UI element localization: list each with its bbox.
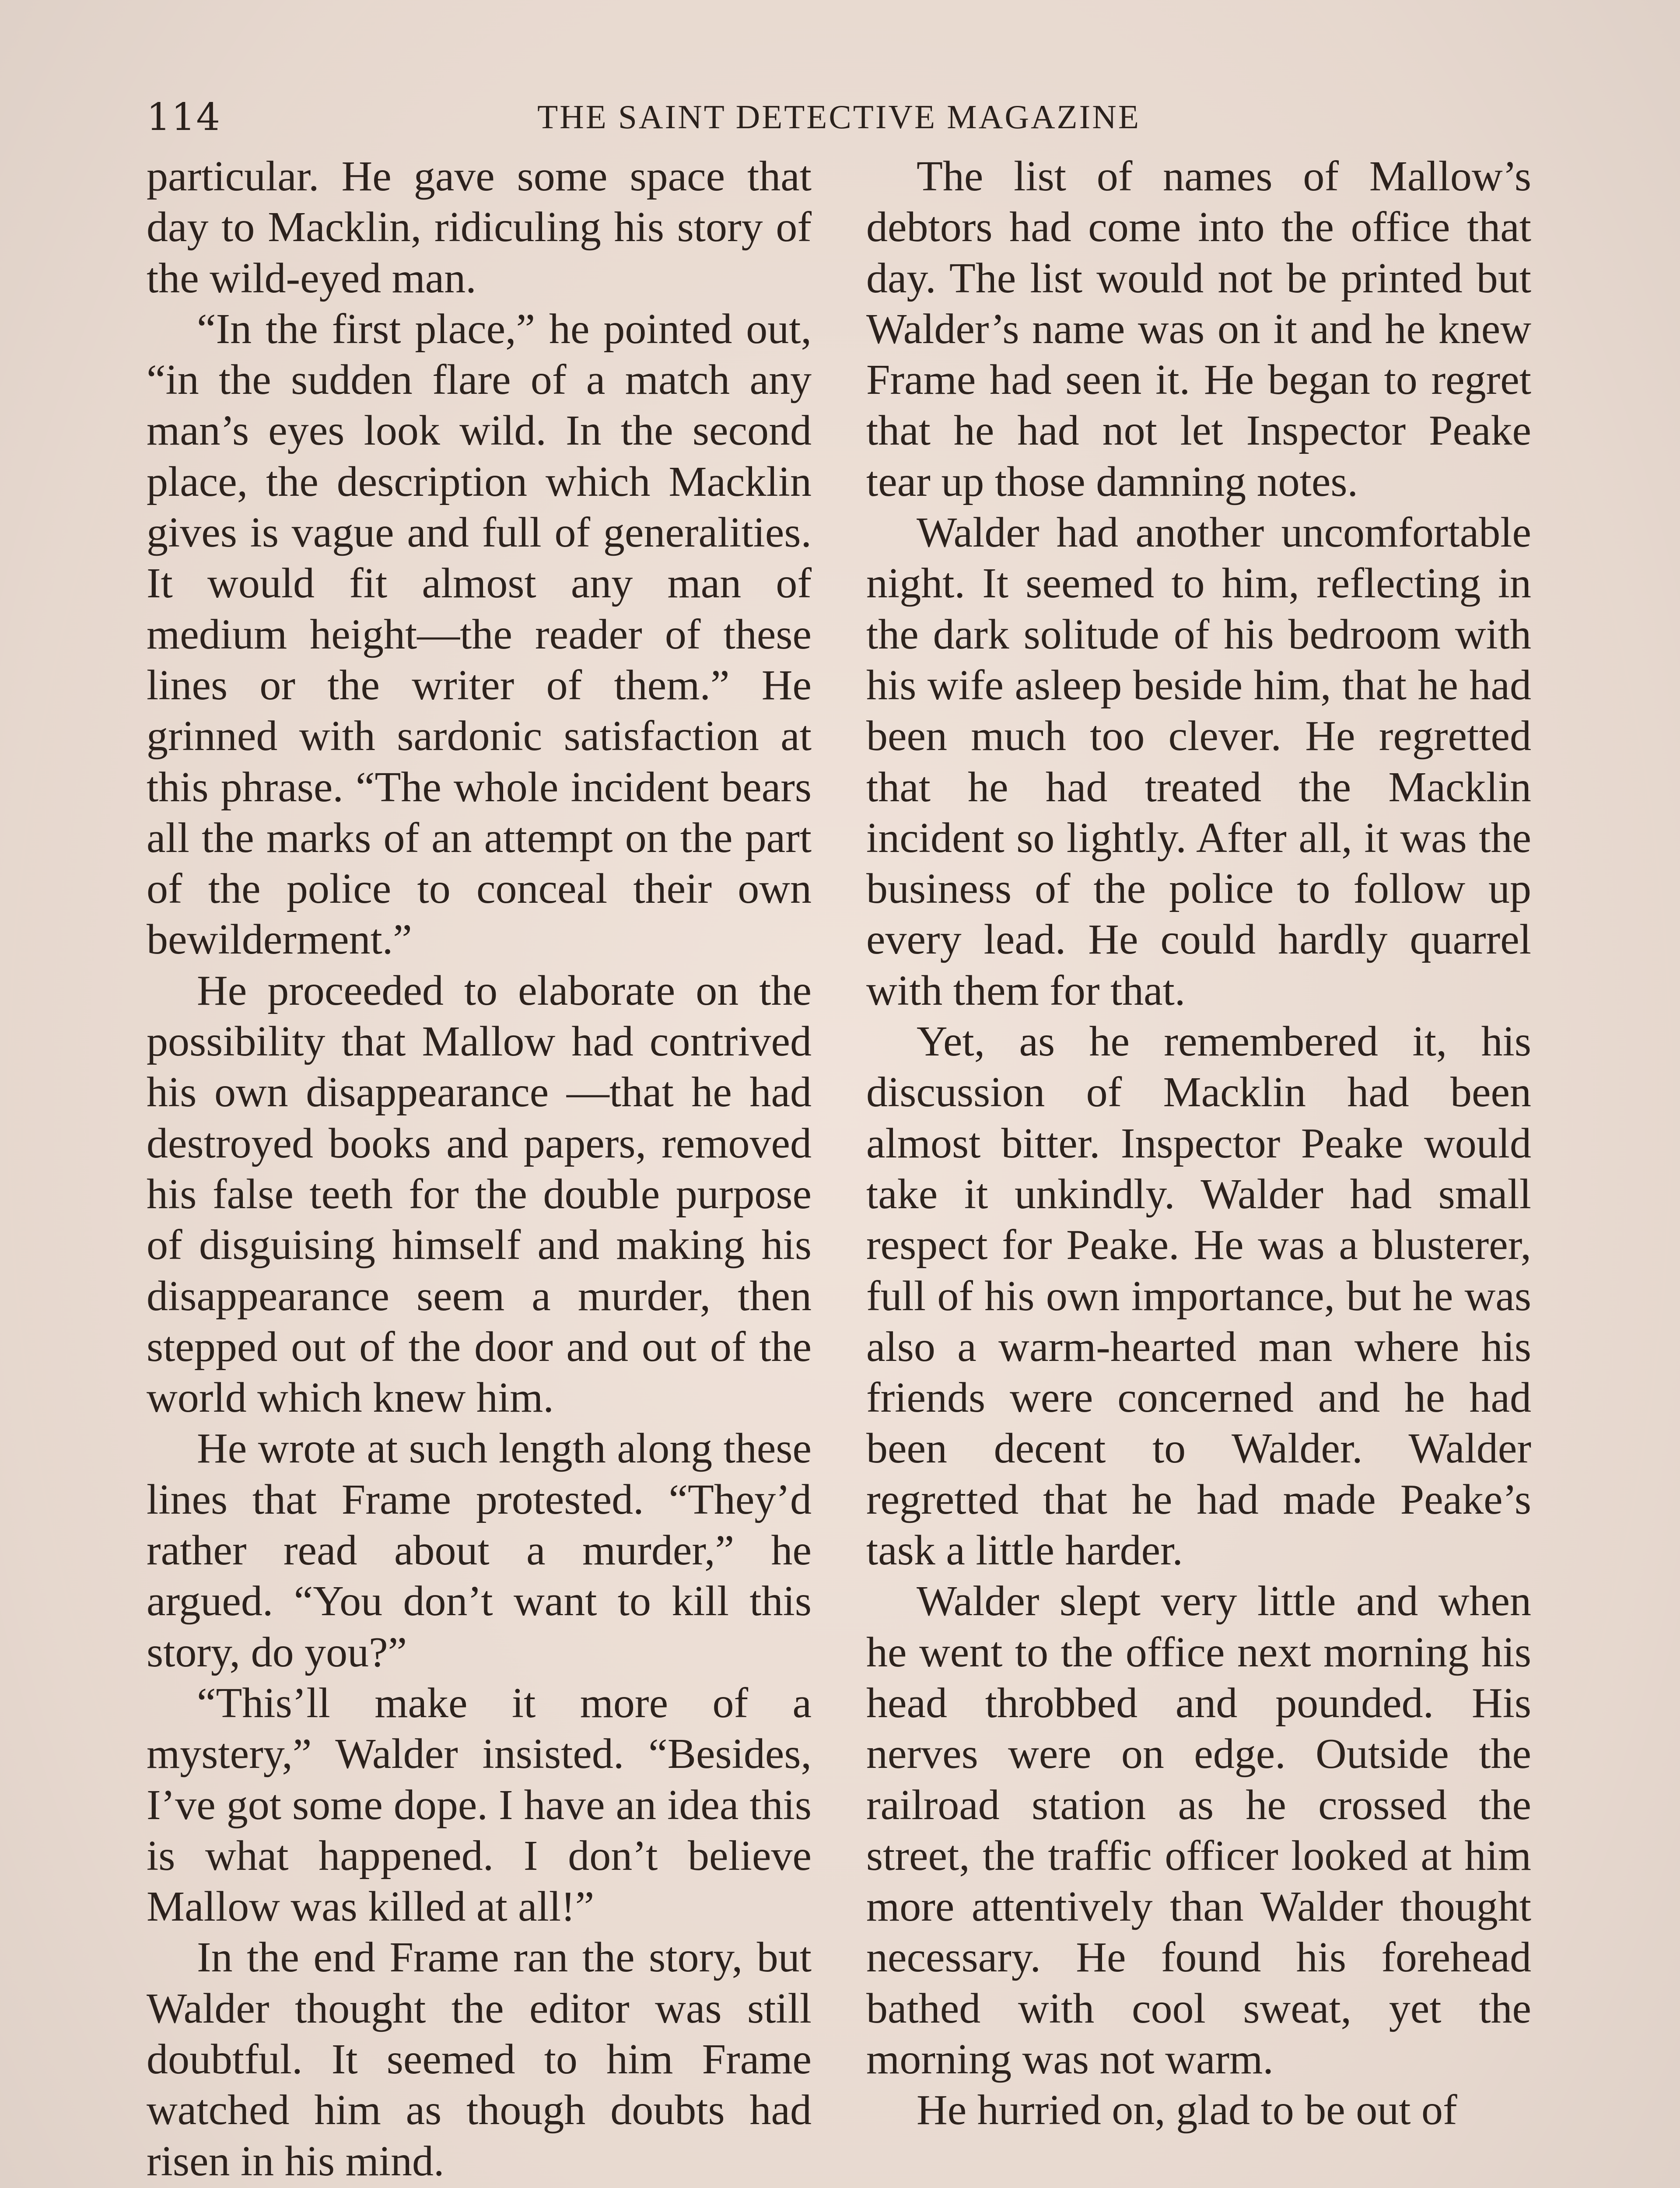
running-head xyxy=(147,95,1531,151)
paragraph: “This’ll make it more of a mystery,” Walder insisted. “Besides, I’ve got some dope. I have an idea this is what happened. I don’t believe Mallow was killed at all!” xyxy=(147,1679,812,1931)
paragraph: He proceeded to elaborate on the possibility that Mallow had contrived his own disappearance —that he had destroyed books and papers, removed his false teeth for the double purpose of disguising himself and making his disappearance seem a murder, then stepped out of the door and out of the world which knew him. xyxy=(147,967,812,1422)
paragraph: “In the first place,” he pointed out, “in the sudden flare of a match any man’s eyes look wild. In the second place, the description which Macklin gives is vague and full of generalities. It would fit almost any man of medium height—the reader of these lines or the writer of them.” He grinned with sardonic satisfaction at this phrase. “The whole incident bears all the marks of an attempt on the part of the police to conceal their own bewilderment.” xyxy=(147,305,812,964)
paragraph: Walder had another uncomfortable night. It seemed to him, reflecting in the dark solitude of his bedroom with his wife asleep beside him, that he had been much too clever. He regretted that he had treated the Macklin incident so lightly. After all, it was the business of the police to follow up every lead. He could hardly quarrel with them for that. xyxy=(866,509,1531,1014)
right-column xyxy=(866,151,1531,2136)
magazine-title: THE SAINT DETECTIVE MAGAZINE xyxy=(537,98,1141,136)
left-column xyxy=(147,151,812,2187)
paragraph: Yet, as he remembered it, his discussion of Macklin had been almost bitter. Inspector Peake would take it unkindly. Walder had small respect for Peake. He was a blusterer, full of his own importance, but he was also a warm-hearted man where his friends were concerned and he had been decent to Walder. Walder regretted that he had made Peake’s task a little harder. xyxy=(866,1018,1531,1574)
paragraph: The list of names of Mallow’s debtors had come into the office that day. The list would not be printed but Walder’s name was on it and he knew Frame had seen it. He began to regret that he had not let Inspector Peake tear up those damning notes. xyxy=(866,153,1531,505)
paragraph: Walder slept very little and when he went to the office next morning his head throbbed and pounded. His nerves were on edge. Outside the railroad station as he crossed the street, the traffic officer looked at him more attentively than Walder thought necessary. He found his forehead bathed with cool sweat, yet the morning was not warm. xyxy=(866,1578,1531,2083)
paragraph: particular. He gave some space that day to Macklin, ridiculing his story of the wild-eyed man. xyxy=(147,153,812,302)
paragraph: He wrote at such length along these lines that Frame protested. “They’d rather read about a murder,” he argued. “You don’t want to kill this story, do you?” xyxy=(147,1425,812,1676)
paragraph: He hurried on, glad to be out of xyxy=(917,2086,1457,2134)
page-number: 114 xyxy=(147,95,221,139)
paragraph: In the end Frame ran the story, but Walder thought the editor was still doubtful. It seemed to him Frame watched him as though doubts had risen in his mind. xyxy=(147,1934,812,2185)
